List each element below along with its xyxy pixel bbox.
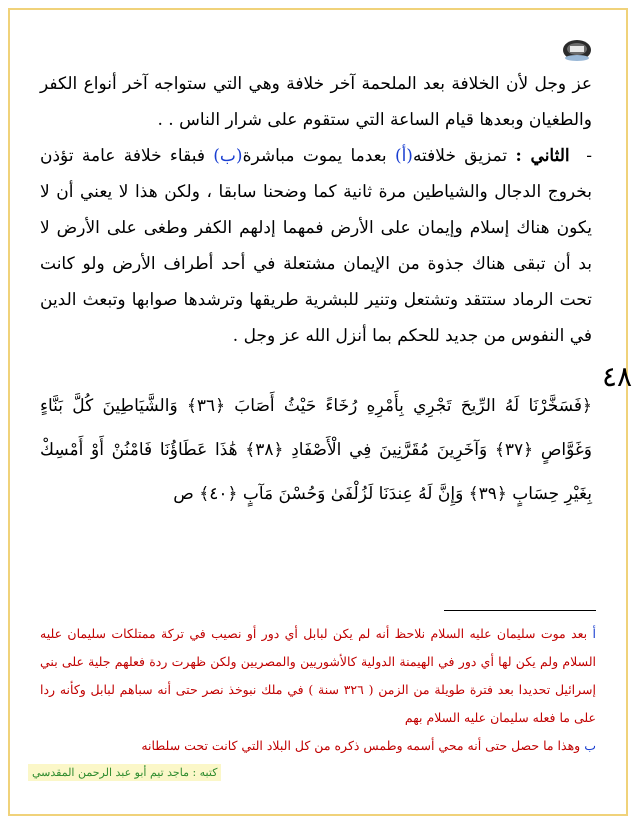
bullet-paragraph xyxy=(40,138,592,354)
main-text xyxy=(40,66,592,354)
bullet-text-part2: بعدما يموت مباشرة xyxy=(242,146,387,166)
footnote-a-text: بعد موت سليمان عليه السلام نلاحظ أنه لم يكن لبابل أي دور أو نصيب في تركة ممتلكات سليمان عليه السلام ولم يكن لها أي دور في الهيمنة الدولية كالأشوريين والمصريين ولكن ظهرت ردة فعلهم جلية على بني إسرائيل تحديدا بعد فترة طويلة من الزمن ( ٣٢٦ سنة ) في ملك نبوخذ نصر حتى أنه سباهم لبابل وكأنه ردا على ما فعله سليمان عليه السلام بهم xyxy=(40,626,596,725)
paragraph-1: عز وجل لأن الخلافة بعد الملحمة آخر خلافة وهي التي ستواجه آخر أنواع الكفر والطغيان وبعدها قيام الساعة التي ستقوم على شرار الناس . . xyxy=(40,74,592,130)
author-signature: كتبه : ماجد تيم أبو عبد الرحمن المقدسي xyxy=(28,764,221,781)
bullet-heading: الثاني : xyxy=(515,146,570,166)
footnote-a-mark: أ xyxy=(592,626,596,641)
footnote-marker-a[interactable]: (أ) xyxy=(394,146,413,166)
footnote-b-mark: ب xyxy=(584,738,596,753)
footnote-b xyxy=(40,732,596,760)
quran-verses: ﴿فَسَخَّرْنَا لَهُ الرِّيحَ تَجْرِي بِأَمْرِهِ رُخَاءً حَيْثُ أَصَابَ ﴿٣٦﴾ وَالشَّيَاطِينَ كُلَّ بَنَّاءٍ وَغَوَّاصٍ ﴿٣٧﴾ وَآخَرِينَ مُقَرَّنِينَ فِي الْأَصْفَادِ ﴿٣٨﴾ هَٰذَا عَطَاؤُنَا فَامْنُنْ أَوْ أَمْسِكْ بِغَيْرِ حِسَابٍ ﴿٣٩﴾ وَإِنَّ لَهُ عِندَنَا لَزُلْفَىٰ وَحُسْنَ مَآبٍ ﴿٤٠﴾ ص xyxy=(40,396,593,504)
bullet-dash: - xyxy=(586,146,593,166)
footnote-b-text: وهذا ما حصل حتى أنه محي أسمه وطمس ذكره من كل البلاد التي كانت تحت سلطانه xyxy=(141,738,581,753)
page-number: ٤٨ xyxy=(602,360,633,393)
footnote-marker-b[interactable]: (ب) xyxy=(213,146,243,166)
book-logo-icon xyxy=(562,36,592,62)
footnotes xyxy=(40,620,596,760)
bullet-text-part1: تمزيق خلافته xyxy=(412,146,508,166)
footnote-a xyxy=(40,620,596,732)
footnote-separator xyxy=(444,610,596,611)
bullet-text-part3: فبقاء خلافة عامة تؤذن بخروج الدجال والشياطين مرة ثانية كما وضحنا سابقا ، ولكن هذا لا يعني أن لا يكون هناك إسلام وإيمان على الأرض فمهما إدلهم الكفر وطغى على الأرض لا بد أن تبقى هناك جذوة من الإيمان مشتعلة في أحد أطراف الأرض ولو كانت تحت الرماد ستتقد وتشتعل وتنير للبشرية طريقها وترشدها صوابها وتبعث الدين في النفوس من جديد للحكم بما أنزل الله عز وجل . xyxy=(40,146,592,346)
